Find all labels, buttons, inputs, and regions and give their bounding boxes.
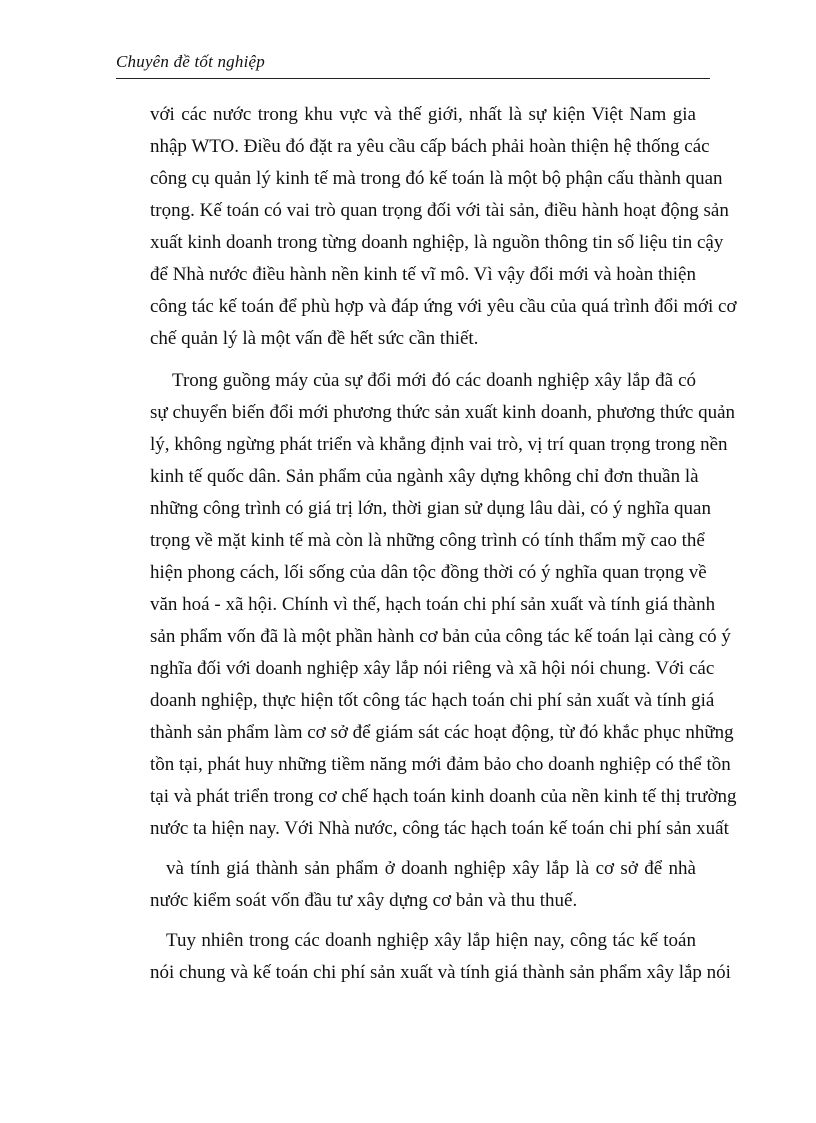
- text-line: tồn tại, phát huy những tiềm năng mới đảm bảo cho doanh nghiệp có thể tồn: [150, 754, 731, 775]
- text-line: sự chuyển biến đổi mới phương thức sản xuất kinh doanh, phương thức quản: [150, 402, 736, 423]
- text-line: chế quản lý là một vấn đề hết sức cần thiết.: [150, 328, 479, 349]
- page-header: [116, 50, 710, 79]
- text-line: nước ta hiện nay. Với Nhà nước, công tác hạch toán kế toán chi phí sản xuất: [150, 818, 729, 839]
- text-line: nói chung và kế toán chi phí sản xuất và tính giá thành sản phẩm xây lắp nói: [150, 962, 731, 983]
- text-line: kinh tế quốc dân. Sản phẩm của ngành xây dựng không chỉ đơn thuần là: [150, 466, 699, 487]
- text-line: trọng về mặt kinh tế mà còn là những công trình có tính thẩm mỹ cao thể: [150, 530, 705, 551]
- text-line: doanh nghiệp, thực hiện tốt công tác hạch toán chi phí sản xuất và tính giá: [150, 690, 715, 711]
- text-line: thành sản phẩm làm cơ sở để giám sát các hoạt động, từ đó khắc phục những: [150, 722, 734, 743]
- text-line: với các nước trong khu vực và thế giới, nhất là sự kiện Việt Nam gia: [150, 104, 696, 125]
- text-line: Tuy nhiên trong các doanh nghiệp xây lắp hiện nay, công tác kế toán: [166, 930, 696, 951]
- text-line: văn hoá - xã hội. Chính vì thế, hạch toán chi phí sản xuất và tính giá thành: [150, 594, 716, 615]
- text-line: công cụ quản lý kinh tế mà trong đó kế toán là một bộ phận cấu thành quan: [150, 168, 723, 189]
- text-line: những công trình có giá trị lớn, thời gian sử dụng lâu dài, có ý nghĩa quan: [150, 498, 711, 519]
- text-line: sản phẩm vốn đã là một phần hành cơ bản của công tác kế toán lại càng có ý: [150, 626, 731, 647]
- header-title: Chuyên đề tốt nghiệp: [116, 52, 265, 71]
- text-line: hiện phong cách, lối sống của dân tộc đồng thời có ý nghĩa quan trọng về: [150, 562, 707, 583]
- text-line: nước kiểm soát vốn đầu tư xây dựng cơ bản và thu thuế.: [150, 890, 578, 911]
- text-line: lý, không ngừng phát triển và khẳng định vai trò, vị trí quan trọng trong nền: [150, 434, 728, 455]
- text-line: trọng. Kế toán có vai trò quan trọng đối với tài sản, điều hành hoạt động sản: [150, 200, 729, 221]
- text-line: để Nhà nước điều hành nền kinh tế vĩ mô. Vì vậy đổi mới và hoàn thiện: [150, 264, 696, 285]
- text-line: công tác kế toán để phù hợp và đáp ứng với yêu cầu của quá trình đổi mới cơ: [150, 296, 737, 317]
- text-line: tại và phát triển trong cơ chế hạch toán kinh doanh của nền kinh tế thị trường: [150, 786, 737, 807]
- text-line: xuất kinh doanh trong từng doanh nghiệp, là nguồn thông tin số liệu tin cậy: [150, 232, 724, 253]
- text-line: và tính giá thành sản phẩm ở doanh nghiệp xây lắp là cơ sở để nhà: [166, 858, 696, 879]
- text-line: nghĩa đối với doanh nghiệp xây lắp nói riêng và xã hội nói chung. Với các: [150, 658, 715, 679]
- text-line: Trong guồng máy của sự đổi mới đó các doanh nghiệp xây lắp đã có: [172, 370, 696, 391]
- text-line: nhập WTO. Điều đó đặt ra yêu cầu cấp bách phải hoàn thiện hệ thống các: [150, 136, 710, 157]
